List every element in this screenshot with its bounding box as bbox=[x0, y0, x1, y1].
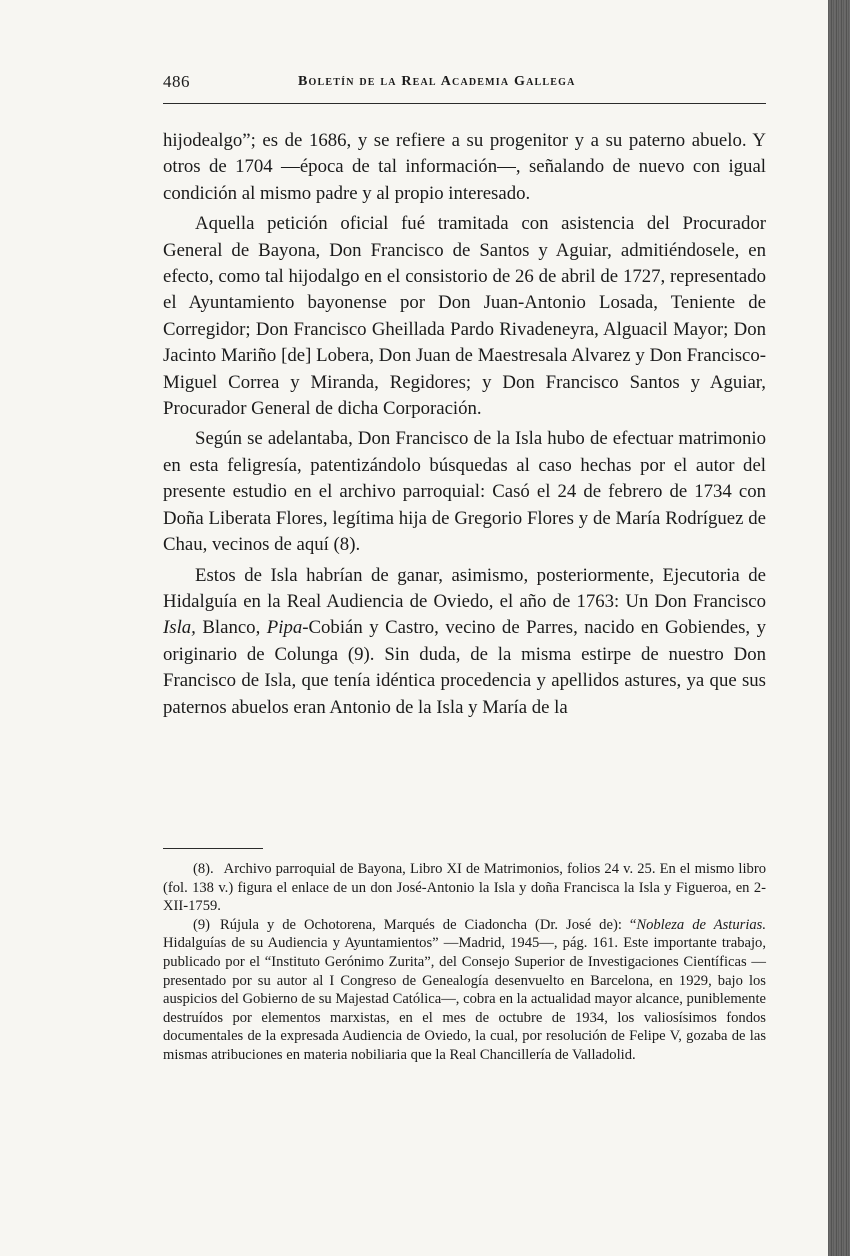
paragraph-4-part-b: Blanco, bbox=[195, 617, 267, 639]
body-text bbox=[163, 128, 766, 721]
footnote-9-part-b: Hidalguías de su Audiencia y Ayuntamientos” —Madrid, 1945—, pág. 161. Este importante trabajo, publicado por el “Instituto Gerónimo Zurita”, del Consejo Superior de Investigaciones Científicas —presentado por su autor al I Congreso de Genealogía desenvuelto en Barcelona, en 1929, bajo los auspicios del Gobierno de su Majestad Católica—, cobra en la actualidad mayor alcance, puniblemente destruídos por elementos marxistas, en el mes de octubre de 1934, los valiosísimos fondos documentales de la expresada Audiencia de Oviedo, la cual, por resolución de Felipe V, gozaba de las mismas atribuciones en materia nobiliaria que la Real Chancillería de Valladolid. bbox=[163, 935, 766, 1063]
italic-isla: Isla, bbox=[163, 617, 196, 639]
header-rule bbox=[163, 103, 766, 104]
scanned-page-edge bbox=[828, 0, 850, 1256]
paragraph-1: hijodealgo”; es de 1686, y se refiere a su progenitor y a su paterno abuelo. Y otros de 1704 —época de tal información—, señalando de nuevo con igual condición al mismo padre y al propio interesado. bbox=[163, 130, 766, 204]
footnote-9-title: Nobleza de Asturias. bbox=[636, 916, 767, 933]
footnote-8-mark: (8). bbox=[193, 861, 214, 877]
footnote-9 bbox=[163, 916, 766, 1065]
footnote-rule bbox=[163, 848, 263, 849]
footnote-9-part-a: Rújula y de Ochotorena, Marqués de Ciadoncha (Dr. José de): “ bbox=[220, 916, 637, 933]
running-head: Boletín de la Real Academia Gallega bbox=[298, 74, 576, 89]
paragraph-4 bbox=[163, 563, 766, 721]
paragraph-4-part-c: -Cobián y Castro, vecino de Parres, nacido en Gobiendes, y originario de Colunga (9). Sin duda, de la misma estirpe de nuestro Don Francisco de Isla, que tenía idéntica procedencia y apellidos astures, ya que sus paternos abuelos eran Antonio de la Isla y María de la bbox=[163, 617, 766, 718]
paragraph-3: Según se adelantaba, Don Francisco de la Isla hubo de efectuar matrimonio en esta feligresía, patentizándolo búsquedas al caso hechas por el autor del presente estudio en el archivo parroquial: Casó el 24 de febrero de 1734 con Doña Liberata Flores, legítima hija de Gregorio Flores y de María Rodríguez de Chau, vecinos de aquí (8). bbox=[163, 428, 766, 556]
italic-pipa: Pipa bbox=[266, 617, 303, 639]
paragraph-2: Aquella petición oficial fué tramitada con asistencia del Procurador General de Bayona, Don Francisco de Santos y Aguiar, admitiéndosele, en efecto, como tal hijodalgo en el consistorio de 26 de abril de 1727, representado el Ayuntamiento bayonense por Don Juan-Antonio Losada, Teniente de Corregidor; Don Francisco Gheillada Pardo Rivadeneyra, Alguacil Mayor; Don Jacinto Mariño [de] Lobera, Don Juan de Maestresala Alvarez y Don Francisco-Miguel Correa y Miranda, Regidores; y Don Francisco Santos y Aguiar, Procurador General de dicha Corporación. bbox=[163, 213, 766, 420]
footnotes bbox=[163, 860, 766, 1065]
footnote-8 bbox=[163, 860, 766, 916]
paragraph-4-part-a: Estos de Isla habrían de ganar, asimismo, posteriormente, Ejecutoria de Hidalguía en la Real Audiencia de Oviedo, el año de 1763: Un Don Francisco bbox=[163, 564, 766, 612]
footnote-9-mark: (9) bbox=[193, 916, 211, 933]
page-header bbox=[163, 70, 766, 102]
footnote-8-text: Archivo parroquial de Bayona, Libro XI de Matrimonios, folios 24 v. 25. En el mismo libro (fol. 138 v.) figura el enlace de un don José-Antonio la Isla y doña Francisca la Isla y Figueroa, en 2-XII-1759. bbox=[163, 861, 766, 915]
page-number: 486 bbox=[163, 72, 190, 91]
